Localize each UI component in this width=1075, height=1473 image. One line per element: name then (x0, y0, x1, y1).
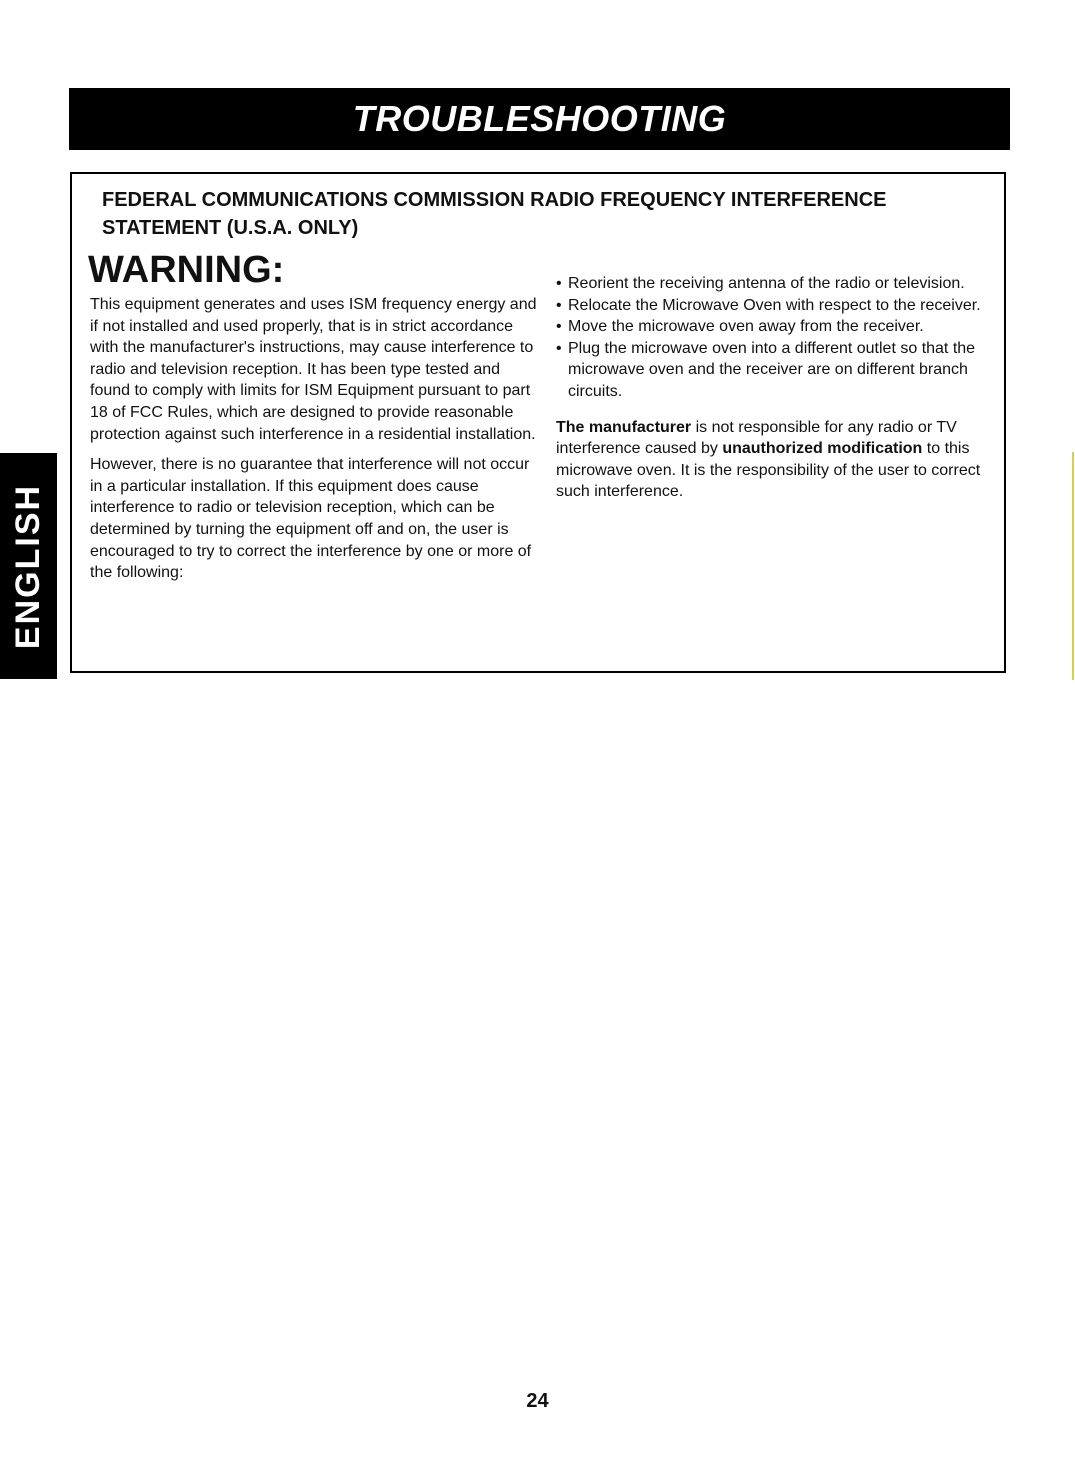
warning-paragraph: However, there is no guarantee that interference will not occur in a particular installation. If this equipment does cause interference to radio or television reception, which can be determined by turning the equipment off and on, the user is encouraged to try to correct the interference by one or more of the following: (90, 456, 532, 582)
remedies-column (556, 273, 996, 503)
edge-line (1072, 452, 1074, 680)
remedy-item: • Reorient the receiving antenna of the radio or television. (556, 273, 996, 295)
fcc-statement-box (70, 172, 1006, 673)
language-tab (0, 453, 57, 679)
warning-paragraph: This equipment generates and uses ISM frequency energy and if not installed and used properly, that is in strict accordance with the manufacturer's instructions, may cause interference to radio and television reception. It has been type tested and found to comply with limits for ISM Equipment pursuant to part 18 of FCC Rules, which are designed to provide reasonable protection against such interference in a residential installation. (90, 296, 537, 443)
remedy-item: • Relocate the Microwave Oven with respect to the receiver. (556, 295, 996, 317)
page-title: TROUBLESHOOTING (352, 98, 727, 139)
manufacturer-disclaimer (556, 417, 996, 503)
title-bar (69, 88, 1010, 150)
remedy-item: • Plug the microwave oven into a different outlet so that the microwave oven and the receiver are on different branch circuits. (556, 338, 996, 403)
disclaimer-text: is not responsible for any radio or TV interference caused by (556, 418, 957, 458)
remedy-list (556, 273, 996, 403)
disclaimer-bold-modification: unauthorized modification (722, 440, 923, 458)
warning-text-column (90, 294, 540, 593)
disclaimer-bold-manufacturer: The manufacturer (556, 418, 692, 436)
remedy-item: • Move the microwave oven away from the receiver. (556, 316, 996, 338)
warning-heading: WARNING: (88, 249, 285, 291)
disclaimer-text: to this microwave oven. It is the responsibility of the user to correct such interference. (556, 440, 981, 501)
page-number: 24 (526, 1390, 549, 1412)
fcc-heading: FEDERAL COMMUNICATIONS COMMISSION RADIO FREQUENCY INTERFERENCE STATEMENT (U.S.A. ONLY) (102, 189, 887, 239)
language-tab-label: ENGLISH (9, 483, 47, 649)
